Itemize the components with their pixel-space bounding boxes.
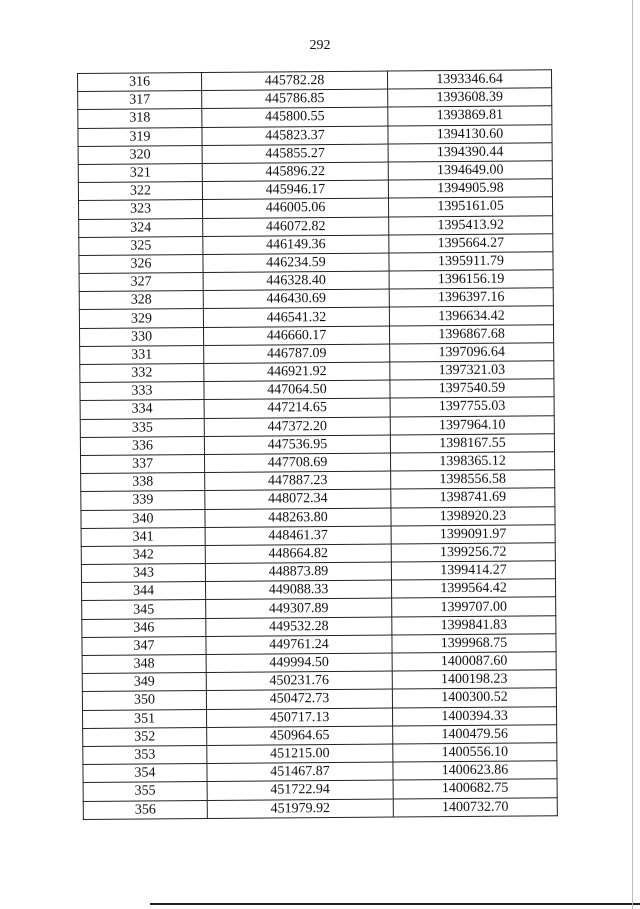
x-coordinate-cell: 449088.33: [205, 580, 391, 600]
x-coordinate-cell: 447064.50: [204, 380, 390, 400]
point-number-cell: 334: [80, 400, 204, 419]
x-coordinate-cell: 446541.32: [203, 307, 389, 327]
point-number-cell: 341: [81, 527, 205, 546]
point-number-cell: 335: [80, 418, 204, 437]
point-number-cell: 325: [79, 236, 203, 255]
x-coordinate-cell: 447708.69: [204, 453, 390, 473]
point-number-cell: 349: [82, 673, 206, 692]
table-row: [83, 797, 557, 819]
x-coordinate-cell: 445946.17: [202, 180, 388, 200]
x-coordinate-cell: 449532.28: [206, 617, 392, 637]
x-coordinate-cell: 448263.80: [205, 508, 391, 528]
y-coordinate-cell: 1396634.42: [389, 306, 553, 325]
y-coordinate-cell: 1400198.23: [392, 670, 556, 689]
x-coordinate-cell: 446234.59: [203, 253, 389, 273]
x-coordinate-cell: 449307.89: [206, 598, 392, 618]
x-coordinate-cell: 445782.28: [202, 71, 388, 91]
page-number: 292: [309, 38, 331, 53]
y-coordinate-cell: 1400479.56: [393, 725, 557, 744]
x-coordinate-cell: 450231.76: [206, 671, 392, 691]
y-coordinate-cell: 1398920.23: [391, 506, 555, 525]
point-number-cell: 356: [83, 800, 207, 819]
y-coordinate-cell: 1396867.68: [389, 324, 553, 343]
x-coordinate-cell: 448664.82: [205, 544, 391, 564]
point-number-cell: 319: [78, 127, 202, 146]
point-number-cell: 354: [83, 764, 207, 783]
y-coordinate-cell: 1399091.97: [391, 524, 555, 543]
point-number-cell: 348: [82, 655, 206, 674]
x-coordinate-cell: 451467.87: [207, 762, 393, 782]
y-coordinate-cell: 1395911.79: [389, 252, 553, 271]
y-coordinate-cell: 1400087.60: [392, 652, 556, 671]
y-coordinate-cell: 1399707.00: [392, 597, 556, 616]
x-coordinate-cell: 447887.23: [205, 471, 391, 491]
y-coordinate-cell: 1399841.83: [392, 615, 556, 634]
coordinates-table-wrapper: [77, 69, 557, 819]
point-number-cell: 317: [78, 91, 202, 110]
point-number-cell: 324: [79, 218, 203, 237]
y-coordinate-cell: 1400623.86: [393, 761, 557, 780]
y-coordinate-cell: 1400556.10: [393, 743, 557, 762]
x-coordinate-cell: 451215.00: [207, 744, 393, 764]
y-coordinate-cell: 1399564.42: [391, 579, 555, 598]
x-coordinate-cell: 448461.37: [205, 526, 391, 546]
y-coordinate-cell: 1396156.19: [389, 270, 553, 289]
x-coordinate-cell: 451722.94: [207, 780, 393, 800]
point-number-cell: 346: [82, 618, 206, 637]
point-number-cell: 318: [78, 109, 202, 128]
x-coordinate-cell: 446328.40: [203, 271, 389, 291]
y-coordinate-cell: 1400300.52: [392, 688, 556, 707]
y-coordinate-cell: 1400682.75: [393, 779, 557, 798]
point-number-cell: 342: [81, 545, 205, 564]
point-number-cell: 339: [81, 491, 205, 510]
x-coordinate-cell: 445800.55: [202, 107, 388, 127]
coordinates-table-body: [78, 70, 558, 819]
x-coordinate-cell: 446430.69: [203, 289, 389, 309]
x-coordinate-cell: 448072.34: [205, 489, 391, 509]
point-number-cell: 355: [83, 782, 207, 801]
y-coordinate-cell: 1398556.58: [391, 470, 555, 489]
y-coordinate-cell: 1397964.10: [390, 415, 554, 434]
point-number-cell: 327: [79, 273, 203, 292]
y-coordinate-cell: 1400394.33: [392, 706, 556, 725]
point-number-cell: 352: [83, 727, 207, 746]
x-coordinate-cell: 446072.82: [203, 217, 389, 237]
x-coordinate-cell: 446787.09: [204, 344, 390, 364]
point-number-cell: 323: [79, 200, 203, 219]
x-coordinate-cell: 445896.22: [202, 162, 388, 182]
y-coordinate-cell: 1394905.98: [388, 179, 552, 198]
y-coordinate-cell: 1400732.70: [393, 797, 557, 816]
y-coordinate-cell: 1399256.72: [391, 543, 555, 562]
y-coordinate-cell: 1397096.64: [390, 343, 554, 362]
x-coordinate-cell: 450717.13: [206, 708, 392, 728]
point-number-cell: 329: [79, 309, 203, 328]
point-number-cell: 338: [81, 473, 205, 492]
point-number-cell: 340: [81, 509, 205, 528]
point-number-cell: 322: [78, 182, 202, 201]
point-number-cell: 328: [79, 291, 203, 310]
point-number-cell: 330: [80, 327, 204, 346]
point-number-cell: 353: [83, 745, 207, 764]
y-coordinate-cell: 1394130.60: [388, 124, 552, 143]
point-number-cell: 351: [83, 709, 207, 728]
y-coordinate-cell: 1395161.05: [388, 197, 552, 216]
y-coordinate-cell: 1393608.39: [388, 88, 552, 107]
x-coordinate-cell: 446005.06: [202, 198, 388, 218]
point-number-cell: 320: [78, 145, 202, 164]
x-coordinate-cell: 449994.50: [206, 653, 392, 673]
x-coordinate-cell: 447536.95: [204, 435, 390, 455]
page-frame-bottom-line: [150, 903, 640, 905]
y-coordinate-cell: 1393346.64: [387, 70, 551, 89]
x-coordinate-cell: 451979.92: [207, 799, 393, 819]
x-coordinate-cell: 447372.20: [204, 417, 390, 437]
page-frame-right-line: [632, 0, 633, 909]
y-coordinate-cell: 1395664.27: [389, 233, 553, 252]
y-coordinate-cell: 1399414.27: [391, 561, 555, 580]
x-coordinate-cell: 446660.17: [203, 326, 389, 346]
point-number-cell: 345: [82, 600, 206, 619]
point-number-cell: 350: [82, 691, 206, 710]
point-number-cell: 321: [78, 163, 202, 182]
point-number-cell: 344: [82, 582, 206, 601]
x-coordinate-cell: 445786.85: [202, 89, 388, 109]
y-coordinate-cell: 1393869.81: [388, 106, 552, 125]
y-coordinate-cell: 1397321.03: [390, 361, 554, 380]
y-coordinate-cell: 1394390.44: [388, 143, 552, 162]
point-number-cell: 333: [80, 382, 204, 401]
x-coordinate-cell: 450472.73: [206, 689, 392, 709]
x-coordinate-cell: 446921.92: [204, 362, 390, 382]
y-coordinate-cell: 1396397.16: [389, 288, 553, 307]
x-coordinate-cell: 450964.65: [207, 726, 393, 746]
y-coordinate-cell: 1397755.03: [390, 397, 554, 416]
point-number-cell: 343: [81, 564, 205, 583]
y-coordinate-cell: 1398365.12: [390, 452, 554, 471]
x-coordinate-cell: 446149.36: [203, 235, 389, 255]
y-coordinate-cell: 1395413.92: [389, 215, 553, 234]
point-number-cell: 316: [78, 73, 202, 92]
point-number-cell: 336: [80, 436, 204, 455]
coordinates-table: [77, 69, 558, 819]
point-number-cell: 332: [80, 364, 204, 383]
x-coordinate-cell: 445855.27: [202, 144, 388, 164]
y-coordinate-cell: 1398167.55: [390, 434, 554, 453]
point-number-cell: 337: [81, 454, 205, 473]
y-coordinate-cell: 1394649.00: [388, 161, 552, 180]
x-coordinate-cell: 449761.24: [206, 635, 392, 655]
x-coordinate-cell: 447214.65: [204, 398, 390, 418]
y-coordinate-cell: 1398741.69: [391, 488, 555, 507]
x-coordinate-cell: 448873.89: [205, 562, 391, 582]
x-coordinate-cell: 445823.37: [202, 126, 388, 146]
point-number-cell: 326: [79, 254, 203, 273]
y-coordinate-cell: 1397540.59: [390, 379, 554, 398]
point-number-cell: 331: [80, 345, 204, 364]
y-coordinate-cell: 1399968.75: [392, 634, 556, 653]
point-number-cell: 347: [82, 636, 206, 655]
